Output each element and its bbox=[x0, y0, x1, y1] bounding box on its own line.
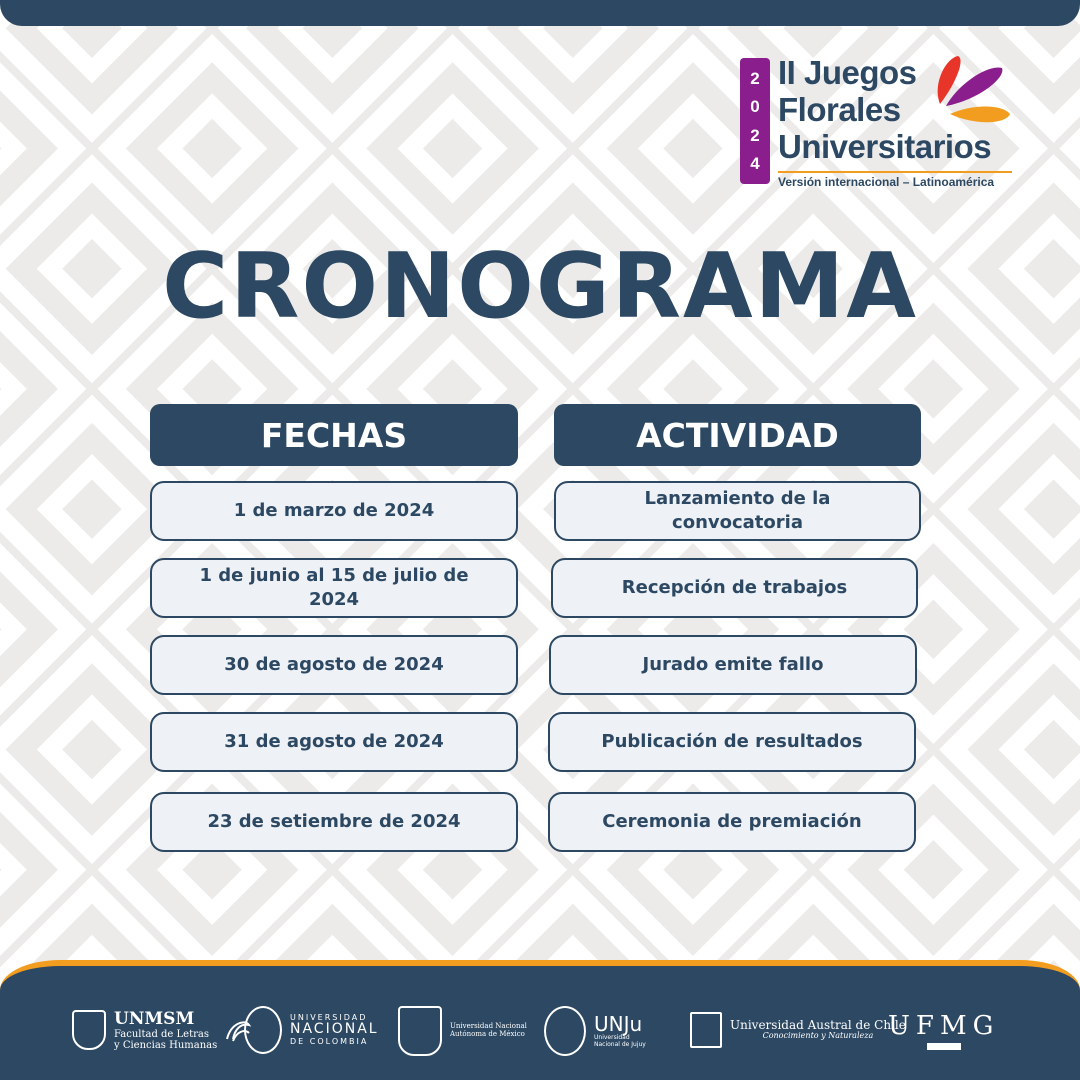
activity-cell: Jurado emite fallo bbox=[549, 635, 917, 695]
activity-cell: Ceremonia de premiación bbox=[548, 792, 916, 852]
logo-uach-line: Conocimiento y Naturaleza bbox=[762, 1031, 874, 1041]
petals-icon bbox=[932, 54, 1016, 134]
unal-crest-icon bbox=[244, 1006, 282, 1054]
logo-unmsm-name: UNMSM bbox=[114, 1009, 195, 1029]
dates-column-header: FECHAS bbox=[150, 404, 518, 466]
logo-unal bbox=[244, 1006, 379, 1054]
year-badge bbox=[740, 58, 770, 184]
logo-unam bbox=[398, 1006, 527, 1056]
event-title-line: Florales bbox=[778, 91, 901, 128]
activity-cell: Lanzamiento de la convocatoria bbox=[554, 481, 921, 541]
logo-unju-name: UNJu bbox=[594, 1012, 643, 1037]
date-cell: 1 de marzo de 2024 bbox=[150, 481, 518, 541]
top-bar bbox=[0, 0, 1080, 26]
logo-uach-line: Universidad Austral de Chile bbox=[730, 1018, 906, 1032]
uach-crest-icon bbox=[690, 1012, 722, 1048]
logo-ufmg bbox=[888, 1012, 999, 1050]
year-digit: 2 bbox=[750, 68, 760, 88]
ufmg-bar bbox=[927, 1043, 961, 1050]
logo-unal-line: NACIONAL bbox=[290, 1021, 379, 1038]
date-cell: 31 de agosto de 2024 bbox=[150, 712, 518, 772]
logo-unmsm-line: y Ciencias Humanas bbox=[114, 1039, 218, 1051]
logo-unju-line: Nacional de Jujuy bbox=[594, 1041, 646, 1048]
logo-ufmg-name: UFMG bbox=[888, 1011, 1000, 1041]
date-cell: 23 de setiembre de 2024 bbox=[150, 792, 518, 852]
page-title: CRONOGRAMA bbox=[162, 234, 918, 339]
event-title-line: Universitarios bbox=[778, 128, 992, 165]
logo-unam-line: Universidad Nacional bbox=[450, 1022, 527, 1031]
unam-crest-icon bbox=[398, 1006, 442, 1056]
event-subtitle: Versión internacional – Latinoamérica bbox=[778, 175, 995, 189]
logo-unju bbox=[544, 1006, 646, 1056]
year-digit: 4 bbox=[750, 154, 760, 174]
date-cell: 30 de agosto de 2024 bbox=[150, 635, 518, 695]
event-logo bbox=[740, 54, 1040, 198]
unju-crest-icon bbox=[544, 1006, 586, 1056]
logo-divider bbox=[778, 171, 1012, 173]
activity-cell: Publicación de resultados bbox=[548, 712, 916, 772]
logo-unal-line: DE COLOMBIA bbox=[290, 1036, 369, 1046]
logo-uach bbox=[690, 1012, 906, 1048]
activity-column-header: ACTIVIDAD bbox=[554, 404, 921, 466]
unmsm-crest-icon bbox=[72, 1010, 106, 1050]
activity-cell: Recepción de trabajos bbox=[551, 558, 918, 618]
logo-unmsm-line: Facultad de Letras bbox=[114, 1028, 209, 1040]
logo-unju-line: Universidad bbox=[594, 1034, 630, 1042]
event-title-line: II Juegos bbox=[778, 54, 917, 91]
logo-unam-line: Autónoma de México bbox=[450, 1030, 525, 1038]
partner-logos-footer bbox=[0, 960, 1080, 1080]
date-cell: 1 de junio al 15 de julio de 2024 bbox=[150, 558, 518, 618]
year-digit: 2 bbox=[750, 125, 760, 145]
logo-unal-line: UNIVERSIDAD bbox=[290, 1012, 368, 1022]
year-digit: 0 bbox=[750, 97, 760, 117]
logo-unmsm bbox=[72, 1010, 253, 1051]
